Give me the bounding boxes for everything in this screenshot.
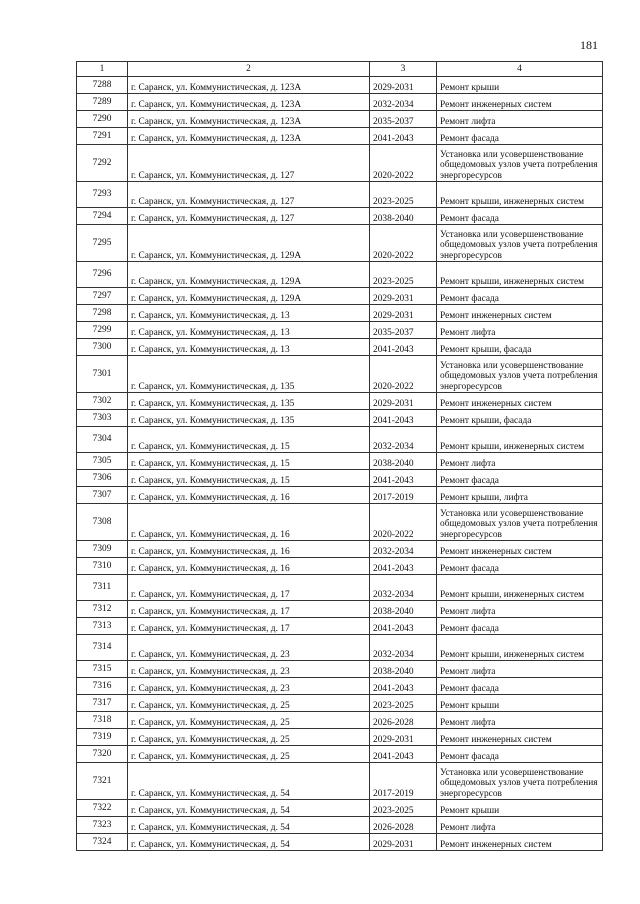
- address-cell: г. Саранск, ул. Коммунистическая, д. 23: [128, 678, 370, 695]
- period-cell: 2032-2034: [370, 427, 437, 453]
- address-cell: г. Саранск, ул. Коммунистическая, д. 16: [128, 487, 370, 504]
- table-row: [77, 225, 603, 262]
- period-cell: 2032-2034: [370, 541, 437, 558]
- row-number-cell: 7295: [77, 225, 128, 262]
- address-cell: г. Саранск, ул. Коммунистическая, д. 15: [128, 453, 370, 470]
- period-cell: 2023-2025: [370, 262, 437, 288]
- work-type-cell: Ремонт крыши: [437, 77, 603, 94]
- table-row: [77, 695, 603, 712]
- table-row: [77, 678, 603, 695]
- row-number-cell: 7290: [77, 111, 128, 128]
- row-number-cell: 7323: [77, 817, 128, 834]
- row-number-cell: 7300: [77, 339, 128, 356]
- address-cell: г. Саранск, ул. Коммунистическая, д. 16: [128, 541, 370, 558]
- row-number-cell: 7322: [77, 800, 128, 817]
- address-cell: г. Саранск, ул. Коммунистическая, д. 15: [128, 470, 370, 487]
- work-type-cell: Ремонт фасада: [437, 208, 603, 225]
- address-cell: г. Саранск, ул. Коммунистическая, д. 54: [128, 817, 370, 834]
- period-cell: 2029-2031: [370, 77, 437, 94]
- row-number-cell: 7312: [77, 601, 128, 618]
- address-cell: г. Саранск, ул. Коммунистическая, д. 123А: [128, 128, 370, 145]
- work-type-cell: Ремонт крыши: [437, 800, 603, 817]
- table-row: [77, 208, 603, 225]
- work-type-cell: Ремонт инженерных систем: [437, 834, 603, 851]
- header-col-3: 3: [370, 62, 437, 77]
- work-type-cell: Установка или усовершенствование общедомовых узлов учета потребления энергоресурсов: [437, 225, 603, 262]
- row-number-cell: 7302: [77, 393, 128, 410]
- address-cell: г. Саранск, ул. Коммунистическая, д. 23: [128, 661, 370, 678]
- work-type-cell: Ремонт лифта: [437, 817, 603, 834]
- row-number-cell: 7304: [77, 427, 128, 453]
- address-cell: г. Саранск, ул. Коммунистическая, д. 16: [128, 504, 370, 541]
- period-cell: 2029-2031: [370, 305, 437, 322]
- header-col-4: 4: [437, 62, 603, 77]
- work-type-cell: Ремонт крыши, инженерных систем: [437, 427, 603, 453]
- address-cell: г. Саранск, ул. Коммунистическая, д. 15: [128, 427, 370, 453]
- row-number-cell: 7297: [77, 288, 128, 305]
- table-row: [77, 800, 603, 817]
- row-number-cell: 7301: [77, 356, 128, 393]
- table-header-row: [77, 62, 603, 77]
- table-row: [77, 111, 603, 128]
- address-cell: г. Саранск, ул. Коммунистическая, д. 129А: [128, 262, 370, 288]
- table-row: [77, 618, 603, 635]
- period-cell: 2017-2019: [370, 763, 437, 800]
- period-cell: 2041-2043: [370, 128, 437, 145]
- address-cell: г. Саранск, ул. Коммунистическая, д. 17: [128, 601, 370, 618]
- row-number-cell: 7316: [77, 678, 128, 695]
- page-number: 181: [580, 38, 598, 52]
- work-type-cell: Установка или усовершенствование общедомовых узлов учета потребления энергоресурсов: [437, 356, 603, 393]
- header-col-1: 1: [77, 62, 128, 77]
- work-type-cell: Ремонт лифта: [437, 453, 603, 470]
- period-cell: 2029-2031: [370, 393, 437, 410]
- address-cell: г. Саранск, ул. Коммунистическая, д. 135: [128, 356, 370, 393]
- period-cell: 2032-2034: [370, 94, 437, 111]
- period-cell: 2041-2043: [370, 339, 437, 356]
- period-cell: 2041-2043: [370, 678, 437, 695]
- table-row: [77, 712, 603, 729]
- work-type-cell: Ремонт лифта: [437, 111, 603, 128]
- table-row: [77, 601, 603, 618]
- row-number-cell: 7319: [77, 729, 128, 746]
- table-row: [77, 77, 603, 94]
- work-type-cell: Ремонт крыши, инженерных систем: [437, 182, 603, 208]
- table-row: [77, 410, 603, 427]
- address-cell: г. Саранск, ул. Коммунистическая, д. 25: [128, 695, 370, 712]
- work-type-cell: Ремонт фасада: [437, 678, 603, 695]
- row-number-cell: 7313: [77, 618, 128, 635]
- table-row: [77, 145, 603, 182]
- address-cell: г. Саранск, ул. Коммунистическая, д. 127: [128, 145, 370, 182]
- table-row: [77, 356, 603, 393]
- period-cell: 2032-2034: [370, 575, 437, 601]
- period-cell: 2041-2043: [370, 618, 437, 635]
- work-type-cell: Ремонт инженерных систем: [437, 94, 603, 111]
- period-cell: 2020-2022: [370, 145, 437, 182]
- work-type-cell: Ремонт лифта: [437, 601, 603, 618]
- address-cell: г. Саранск, ул. Коммунистическая, д. 16: [128, 558, 370, 575]
- address-cell: г. Саранск, ул. Коммунистическая, д. 127: [128, 208, 370, 225]
- period-cell: 2017-2019: [370, 487, 437, 504]
- work-type-cell: Ремонт фасада: [437, 128, 603, 145]
- table-row: [77, 817, 603, 834]
- table-row: [77, 262, 603, 288]
- table-row: [77, 128, 603, 145]
- work-type-cell: Ремонт фасада: [437, 470, 603, 487]
- address-cell: г. Саранск, ул. Коммунистическая, д. 25: [128, 729, 370, 746]
- table-row: [77, 729, 603, 746]
- work-type-cell: Ремонт лифта: [437, 322, 603, 339]
- period-cell: 2026-2028: [370, 712, 437, 729]
- period-cell: 2038-2040: [370, 601, 437, 618]
- row-number-cell: 7309: [77, 541, 128, 558]
- period-cell: 2029-2031: [370, 729, 437, 746]
- period-cell: 2035-2037: [370, 322, 437, 339]
- period-cell: 2038-2040: [370, 453, 437, 470]
- repair-schedule-table: [76, 61, 603, 851]
- table-row: [77, 322, 603, 339]
- period-cell: 2041-2043: [370, 746, 437, 763]
- address-cell: г. Саранск, ул. Коммунистическая, д. 17: [128, 575, 370, 601]
- work-type-cell: Ремонт крыши, инженерных систем: [437, 575, 603, 601]
- address-cell: г. Саранск, ул. Коммунистическая, д. 123А: [128, 111, 370, 128]
- row-number-cell: 7306: [77, 470, 128, 487]
- address-cell: г. Саранск, ул. Коммунистическая, д. 25: [128, 712, 370, 729]
- table-row: [77, 487, 603, 504]
- period-cell: 2038-2040: [370, 208, 437, 225]
- address-cell: г. Саранск, ул. Коммунистическая, д. 54: [128, 800, 370, 817]
- address-cell: г. Саранск, ул. Коммунистическая, д. 135: [128, 410, 370, 427]
- address-cell: г. Саранск, ул. Коммунистическая, д. 13: [128, 322, 370, 339]
- row-number-cell: 7298: [77, 305, 128, 322]
- work-type-cell: Ремонт фасада: [437, 618, 603, 635]
- row-number-cell: 7303: [77, 410, 128, 427]
- table-row: [77, 393, 603, 410]
- row-number-cell: 7320: [77, 746, 128, 763]
- address-cell: г. Саранск, ул. Коммунистическая, д. 25: [128, 746, 370, 763]
- row-number-cell: 7315: [77, 661, 128, 678]
- table-row: [77, 541, 603, 558]
- row-number-cell: 7311: [77, 575, 128, 601]
- table-row: [77, 763, 603, 800]
- period-cell: 2029-2031: [370, 834, 437, 851]
- address-cell: г. Саранск, ул. Коммунистическая, д. 23: [128, 635, 370, 661]
- period-cell: 2041-2043: [370, 470, 437, 487]
- table-body: [77, 62, 603, 851]
- row-number-cell: 7296: [77, 262, 128, 288]
- address-cell: г. Саранск, ул. Коммунистическая, д. 13: [128, 305, 370, 322]
- work-type-cell: Ремонт лифта: [437, 712, 603, 729]
- period-cell: 2026-2028: [370, 817, 437, 834]
- work-type-cell: Ремонт крыши, фасада: [437, 339, 603, 356]
- period-cell: 2023-2025: [370, 695, 437, 712]
- header-col-2: 2: [128, 62, 370, 77]
- table-row: [77, 182, 603, 208]
- row-number-cell: 7291: [77, 128, 128, 145]
- work-type-cell: Установка или усовершенствование общедомовых узлов учета потребления энергоресурсов: [437, 504, 603, 541]
- row-number-cell: 7310: [77, 558, 128, 575]
- work-type-cell: Ремонт инженерных систем: [437, 305, 603, 322]
- work-type-cell: Установка или усовершенствование общедомовых узлов учета потребления энергоресурсов: [437, 145, 603, 182]
- period-cell: 2023-2025: [370, 182, 437, 208]
- address-cell: г. Саранск, ул. Коммунистическая, д. 13: [128, 339, 370, 356]
- row-number-cell: 7318: [77, 712, 128, 729]
- table-row: [77, 470, 603, 487]
- work-type-cell: Ремонт инженерных систем: [437, 729, 603, 746]
- table-row: [77, 94, 603, 111]
- row-number-cell: 7292: [77, 145, 128, 182]
- row-number-cell: 7307: [77, 487, 128, 504]
- row-number-cell: 7317: [77, 695, 128, 712]
- period-cell: 2035-2037: [370, 111, 437, 128]
- table-row: [77, 504, 603, 541]
- work-type-cell: Ремонт инженерных систем: [437, 393, 603, 410]
- table-row: [77, 339, 603, 356]
- table-row: [77, 661, 603, 678]
- table-row: [77, 558, 603, 575]
- address-cell: г. Саранск, ул. Коммунистическая, д. 129А: [128, 288, 370, 305]
- row-number-cell: 7321: [77, 763, 128, 800]
- row-number-cell: 7299: [77, 322, 128, 339]
- period-cell: 2041-2043: [370, 410, 437, 427]
- address-cell: г. Саранск, ул. Коммунистическая, д. 54: [128, 834, 370, 851]
- address-cell: г. Саранск, ул. Коммунистическая, д. 129А: [128, 225, 370, 262]
- period-cell: 2032-2034: [370, 635, 437, 661]
- period-cell: 2020-2022: [370, 225, 437, 262]
- work-type-cell: Ремонт фасада: [437, 558, 603, 575]
- work-type-cell: Ремонт крыши: [437, 695, 603, 712]
- work-type-cell: Ремонт крыши, инженерных систем: [437, 635, 603, 661]
- table-row: [77, 575, 603, 601]
- table-row: [77, 453, 603, 470]
- row-number-cell: 7314: [77, 635, 128, 661]
- table-row: [77, 746, 603, 763]
- row-number-cell: 7305: [77, 453, 128, 470]
- period-cell: 2020-2022: [370, 504, 437, 541]
- address-cell: г. Саранск, ул. Коммунистическая, д. 127: [128, 182, 370, 208]
- address-cell: г. Саранск, ул. Коммунистическая, д. 17: [128, 618, 370, 635]
- table-row: [77, 427, 603, 453]
- table-row: [77, 305, 603, 322]
- row-number-cell: 7294: [77, 208, 128, 225]
- row-number-cell: 7293: [77, 182, 128, 208]
- row-number-cell: 7324: [77, 834, 128, 851]
- period-cell: 2023-2025: [370, 800, 437, 817]
- table-row: [77, 635, 603, 661]
- work-type-cell: Ремонт крыши, инженерных систем: [437, 262, 603, 288]
- table-row: [77, 288, 603, 305]
- period-cell: 2020-2022: [370, 356, 437, 393]
- work-type-cell: Установка или усовершенствование общедомовых узлов учета потребления энергоресурсов: [437, 763, 603, 800]
- work-type-cell: Ремонт лифта: [437, 661, 603, 678]
- address-cell: г. Саранск, ул. Коммунистическая, д. 123А: [128, 94, 370, 111]
- work-type-cell: Ремонт крыши, лифта: [437, 487, 603, 504]
- row-number-cell: 7289: [77, 94, 128, 111]
- work-type-cell: Ремонт крыши, фасада: [437, 410, 603, 427]
- address-cell: г. Саранск, ул. Коммунистическая, д. 123А: [128, 77, 370, 94]
- period-cell: 2038-2040: [370, 661, 437, 678]
- period-cell: 2041-2043: [370, 558, 437, 575]
- row-number-cell: 7288: [77, 77, 128, 94]
- period-cell: 2029-2031: [370, 288, 437, 305]
- row-number-cell: 7308: [77, 504, 128, 541]
- table-row: [77, 834, 603, 851]
- work-type-cell: Ремонт фасада: [437, 288, 603, 305]
- work-type-cell: Ремонт фасада: [437, 746, 603, 763]
- work-type-cell: Ремонт инженерных систем: [437, 541, 603, 558]
- address-cell: г. Саранск, ул. Коммунистическая, д. 54: [128, 763, 370, 800]
- address-cell: г. Саранск, ул. Коммунистическая, д. 135: [128, 393, 370, 410]
